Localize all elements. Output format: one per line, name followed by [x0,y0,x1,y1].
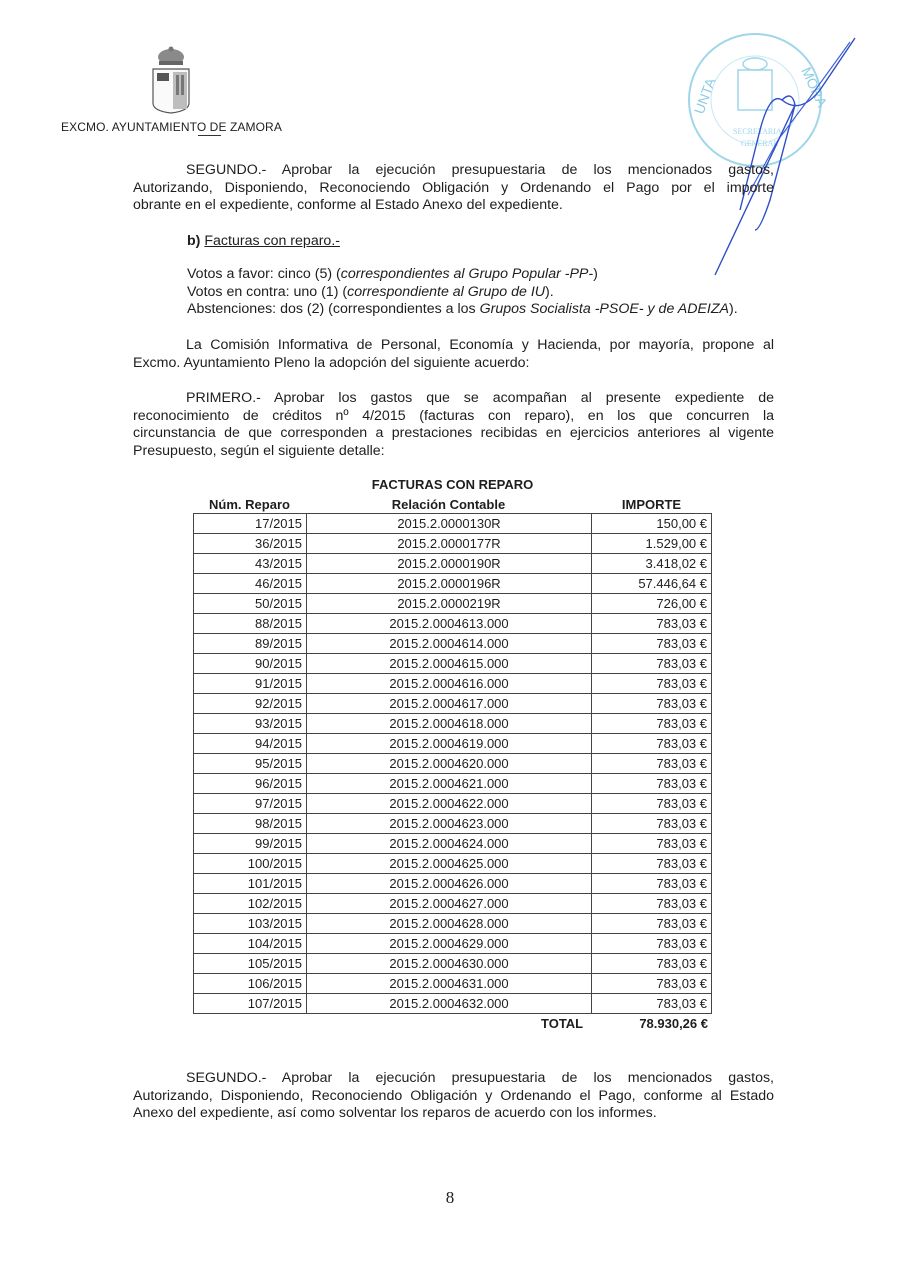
vote-detail: Grupos Socialista -PSOE- y de ADEIZA [479,301,729,317]
column-header-importe: IMPORTE [621,497,682,512]
num-reparo-cell: 93/2015 [194,714,307,734]
table-row [194,954,712,974]
num-reparo-cell: 89/2015 [194,634,307,654]
num-reparo-cell: 92/2015 [194,694,307,714]
num-reparo-cell: 90/2015 [194,654,307,674]
svg-text:GENERAL: GENERAL [741,139,779,148]
vote-suffix: ). [729,301,738,317]
organization-underline [198,135,221,136]
importe-cell: 783,03 € [592,974,712,994]
num-reparo-cell: 17/2015 [194,514,307,534]
paragraph-line: circunstancia de que corresponden a prestaciones recibidas en ejercicios anteriores al vigente [133,425,774,441]
importe-cell: 57.446,64 € [592,574,712,594]
relacion-contable-cell: 2015.2.0004621.000 [307,774,592,794]
table-row [194,694,712,714]
section-b-heading [187,233,340,249]
importe-cell: 783,03 € [592,914,712,934]
vote-detail: correspondientes al Grupo Popular -PP- [340,266,594,282]
importe-cell: 3.418,02 € [592,554,712,574]
table-row [194,774,712,794]
importe-cell: 783,03 € [592,694,712,714]
importe-cell: 783,03 € [592,814,712,834]
importe-cell: 783,03 € [592,954,712,974]
num-reparo-cell: 99/2015 [194,834,307,854]
importe-cell: 783,03 € [592,634,712,654]
num-reparo-cell: 46/2015 [194,574,307,594]
relacion-contable-cell: 2015.2.0004618.000 [307,714,592,734]
comision-paragraph [133,337,774,372]
num-reparo-cell: 106/2015 [194,974,307,994]
importe-cell: 783,03 € [592,654,712,674]
facturas-table [193,513,712,1014]
relacion-contable-cell: 2015.2.0000190R [307,554,592,574]
table-row [194,574,712,594]
vote-detail: correspondiente al Grupo de IU [347,284,546,300]
importe-cell: 783,03 € [592,934,712,954]
relacion-contable-cell: 2015.2.0004631.000 [307,974,592,994]
vote-label: Votos en contra: uno (1) ( [187,284,348,300]
importe-cell: 783,03 € [592,994,712,1014]
column-header-relacion-contable: Relación Contable [391,497,506,512]
votes-abstenciones [187,301,738,319]
num-reparo-cell: 97/2015 [194,794,307,814]
relacion-contable-cell: 2015.2.0004626.000 [307,874,592,894]
table-row [194,714,712,734]
relacion-contable-cell: 2015.2.0000219R [307,594,592,614]
table-row [194,554,712,574]
paragraph-line: Presupuesto, según el siguiente detalle: [133,442,385,459]
table-row [194,794,712,814]
table-title: FACTURAS CON REPARO [371,477,534,492]
section-letter: b) [187,233,201,249]
vote-label: Votos a favor: cinco (5) ( [187,266,341,282]
table-row [194,614,712,634]
importe-cell: 783,03 € [592,714,712,734]
total-label: TOTAL [541,1016,584,1031]
table-row [194,634,712,654]
importe-cell: 1.529,00 € [592,534,712,554]
num-reparo-cell: 105/2015 [194,954,307,974]
paragraph-line: Anexo del expediente, así como solventar los reparos de acuerdo con los informes. [133,1105,657,1121]
num-reparo-cell: 103/2015 [194,914,307,934]
table-row [194,594,712,614]
coat-of-arms-icon [145,45,197,115]
importe-cell: 783,03 € [592,754,712,774]
column-header-num-reparo: Núm. Reparo [209,497,290,512]
paragraph-line: SEGUNDO.- Aprobar la ejecución presupuestaria de los mencionados gastos, [186,1070,774,1086]
relacion-contable-cell: 2015.2.0004614.000 [307,634,592,654]
num-reparo-cell: 104/2015 [194,934,307,954]
table-row [194,834,712,854]
num-reparo-cell: 107/2015 [194,994,307,1014]
importe-cell: 783,03 € [592,774,712,794]
num-reparo-cell: 96/2015 [194,774,307,794]
num-reparo-cell: 95/2015 [194,754,307,774]
paragraph-line: Autorizando, Disponiendo, Reconociendo Obligación y Ordenando el Pago, conforme al Estado [133,1087,774,1104]
table-row [194,734,712,754]
paragraph-line: La Comisión Informativa de Personal, Economía y Hacienda, por mayoría, propone al [186,337,774,353]
table-row [194,934,712,954]
paragraph-line: Autorizando, Disponiendo, Reconociendo Obligación y Ordenando el Pago por el importe [133,179,774,196]
importe-cell: 783,03 € [592,874,712,894]
relacion-contable-cell: 2015.2.0004617.000 [307,694,592,714]
paragraph-line: SEGUNDO.- Aprobar la ejecución presupuestaria de los mencionados gastos, [186,162,774,178]
table-row [194,754,712,774]
votes-contra [187,284,554,302]
vote-suffix: ). [545,284,554,300]
num-reparo-cell: 50/2015 [194,594,307,614]
relacion-contable-cell: 2015.2.0004627.000 [307,894,592,914]
svg-text:UNTA: UNTA [690,75,719,117]
votes-favor [187,266,598,284]
relacion-contable-cell: 2015.2.0004625.000 [307,854,592,874]
importe-cell: 783,03 € [592,794,712,814]
paragraph-line: PRIMERO.- Aprobar los gastos que se acompañan al presente expediente de [186,390,774,406]
num-reparo-cell: 36/2015 [194,534,307,554]
relacion-contable-cell: 2015.2.0000130R [307,514,592,534]
num-reparo-cell: 98/2015 [194,814,307,834]
organization-name: EXCMO. AYUNTAMIENTO DE ZAMORA [61,120,282,134]
num-reparo-cell: 100/2015 [194,854,307,874]
svg-text:MORA: MORA [798,64,828,110]
table-row [194,914,712,934]
svg-text:SECRETARIA: SECRETARIA [733,127,782,136]
relacion-contable-cell: 2015.2.0004613.000 [307,614,592,634]
relacion-contable-cell: 2015.2.0004628.000 [307,914,592,934]
relacion-contable-cell: 2015.2.0004620.000 [307,754,592,774]
segundo-paragraph-b [133,1070,774,1123]
table-row [194,854,712,874]
relacion-contable-cell: 2015.2.0004629.000 [307,934,592,954]
num-reparo-cell: 91/2015 [194,674,307,694]
paragraph-line: obrante en el expediente, conforme al Estado Anexo del expediente. [133,197,563,213]
relacion-contable-cell: 2015.2.0000196R [307,574,592,594]
importe-cell: 726,00 € [592,594,712,614]
table-row [194,514,712,534]
relacion-contable-cell: 2015.2.0004632.000 [307,994,592,1014]
table-row [194,674,712,694]
importe-cell: 783,03 € [592,854,712,874]
relacion-contable-cell: 2015.2.0004630.000 [307,954,592,974]
importe-cell: 783,03 € [592,834,712,854]
table-row [194,894,712,914]
paragraph-line: Excmo. Ayuntamiento Pleno la adopción del siguiente acuerdo: [133,354,530,371]
importe-cell: 783,03 € [592,614,712,634]
primero-paragraph [133,390,774,460]
table-row [194,974,712,994]
importe-cell: 783,03 € [592,734,712,754]
signature [700,30,870,280]
paragraph-line: reconocimiento de créditos nº 4/2015 (facturas con reparo), en los que concurren la [133,407,774,424]
relacion-contable-cell: 2015.2.0004624.000 [307,834,592,854]
num-reparo-cell: 43/2015 [194,554,307,574]
relacion-contable-cell: 2015.2.0004619.000 [307,734,592,754]
num-reparo-cell: 102/2015 [194,894,307,914]
relacion-contable-cell: 2015.2.0004622.000 [307,794,592,814]
table-row [194,994,712,1014]
num-reparo-cell: 101/2015 [194,874,307,894]
relacion-contable-cell: 2015.2.0000177R [307,534,592,554]
section-title: Facturas con reparo.- [204,233,340,249]
relacion-contable-cell: 2015.2.0004623.000 [307,814,592,834]
importe-cell: 783,03 € [592,894,712,914]
table-row [194,874,712,894]
table-row [194,654,712,674]
page-number: 8 [445,1188,455,1207]
vote-label: Abstenciones: dos (2) (correspondientes a los [187,301,480,317]
vote-suffix: ) [593,266,598,282]
relacion-contable-cell: 2015.2.0004616.000 [307,674,592,694]
importe-cell: 783,03 € [592,674,712,694]
table-row [194,534,712,554]
segundo-paragraph-a [133,162,774,215]
total-value: 78.930,26 € [639,1016,708,1031]
num-reparo-cell: 94/2015 [194,734,307,754]
table-row [194,814,712,834]
importe-cell: 150,00 € [592,514,712,534]
num-reparo-cell: 88/2015 [194,614,307,634]
relacion-contable-cell: 2015.2.0004615.000 [307,654,592,674]
